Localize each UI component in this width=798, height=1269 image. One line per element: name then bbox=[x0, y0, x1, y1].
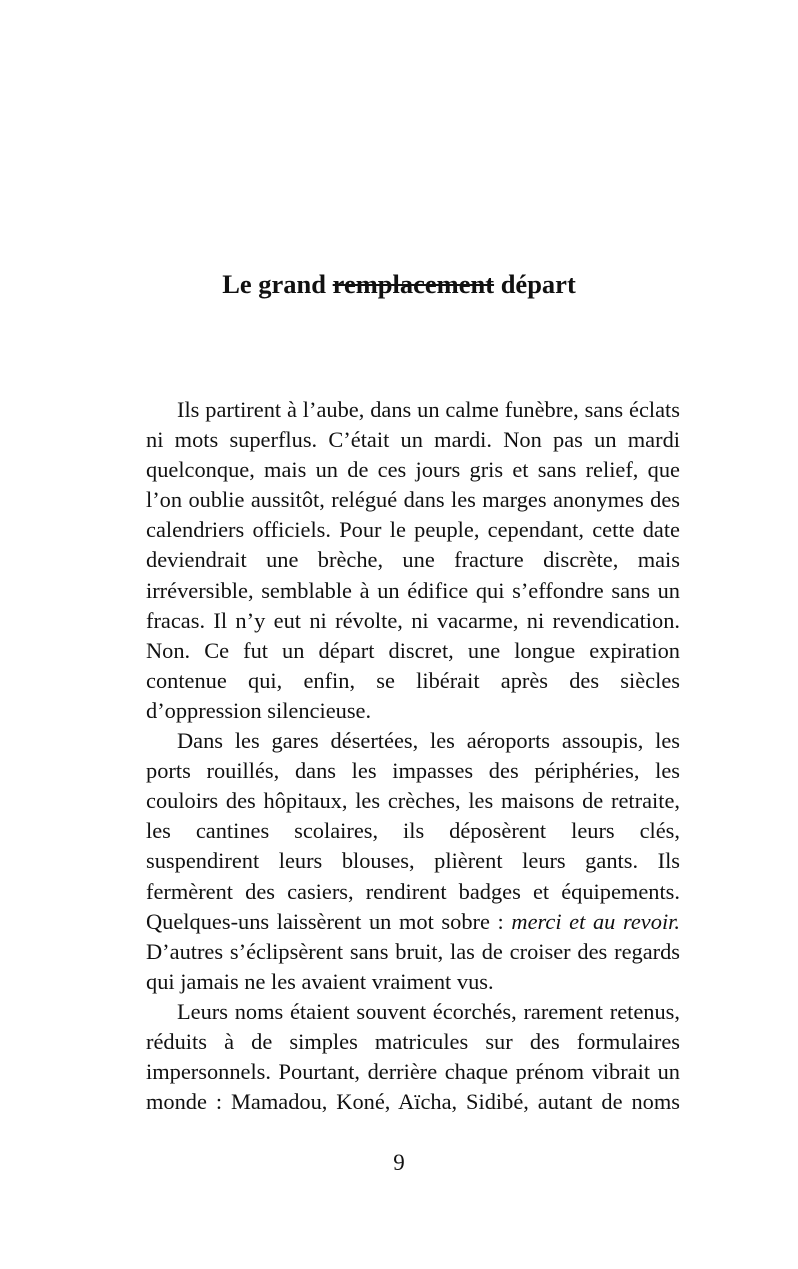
paragraph-3: Leurs noms étaient souvent écorchés, rarement retenus, réduits à de simples matricules sur des formulaires impersonnels. Pourtant, derrière chaque prénom vibrait un monde : Mamadou, Koné, Aïcha, Sidibé, autant de noms bbox=[146, 998, 680, 1115]
paragraph-2-text-before: Dans les gares désertées, les aéroports assoupis, les ports rouillés, dans les impasses des périphéries, les couloirs des hôpitaux, les crèches, les maisons de retraite, les cantines scolaires, ils déposèrent leurs clés, suspendirent leurs blouses, plièrent leurs gants. Ils fermèrent des casiers, rendirent badges et équipements. Quelques-uns laissèrent un mot sobre : bbox=[146, 728, 680, 934]
body-text bbox=[146, 395, 680, 1117]
paragraph-2-italic: merci et au revoir. bbox=[511, 908, 680, 934]
chapter-title-part-1: Le grand bbox=[222, 269, 333, 299]
page-number: 9 bbox=[393, 1150, 405, 1175]
chapter-title-struck-word: remplacement bbox=[332, 269, 495, 299]
chapter-title bbox=[0, 266, 798, 302]
paragraph-1: Ils partirent à l’aube, dans un calme funèbre, sans éclats ni mots superflus. C’était un mardi. Non pas un mardi quelconque, mais un de ces jours gris et sans relief, que l’on oublie aussitôt, relégué dans les marges anonymes des calendriers officiels. Pour le peuple, cependant, cette date deviendrait une brèche, une fracture discrète, mais irréversible, semblable à un édifice qui s’effondre sans un fracas. Il n’y eut ni révolte, ni vacarme, ni revendication. Non. Ce fut un départ discret, une longue expiration contenue qui, enfin, se libérait après des siècles d’oppression silencieuse. bbox=[146, 397, 680, 723]
paragraph-2-text-after: D’autres s’éclipsèrent sans bruit, las de croiser des regards qui jamais ne les avaient vraiment vus. bbox=[146, 938, 680, 994]
chapter-title-part-2: départ bbox=[494, 269, 576, 299]
paragraph-2 bbox=[146, 726, 680, 997]
